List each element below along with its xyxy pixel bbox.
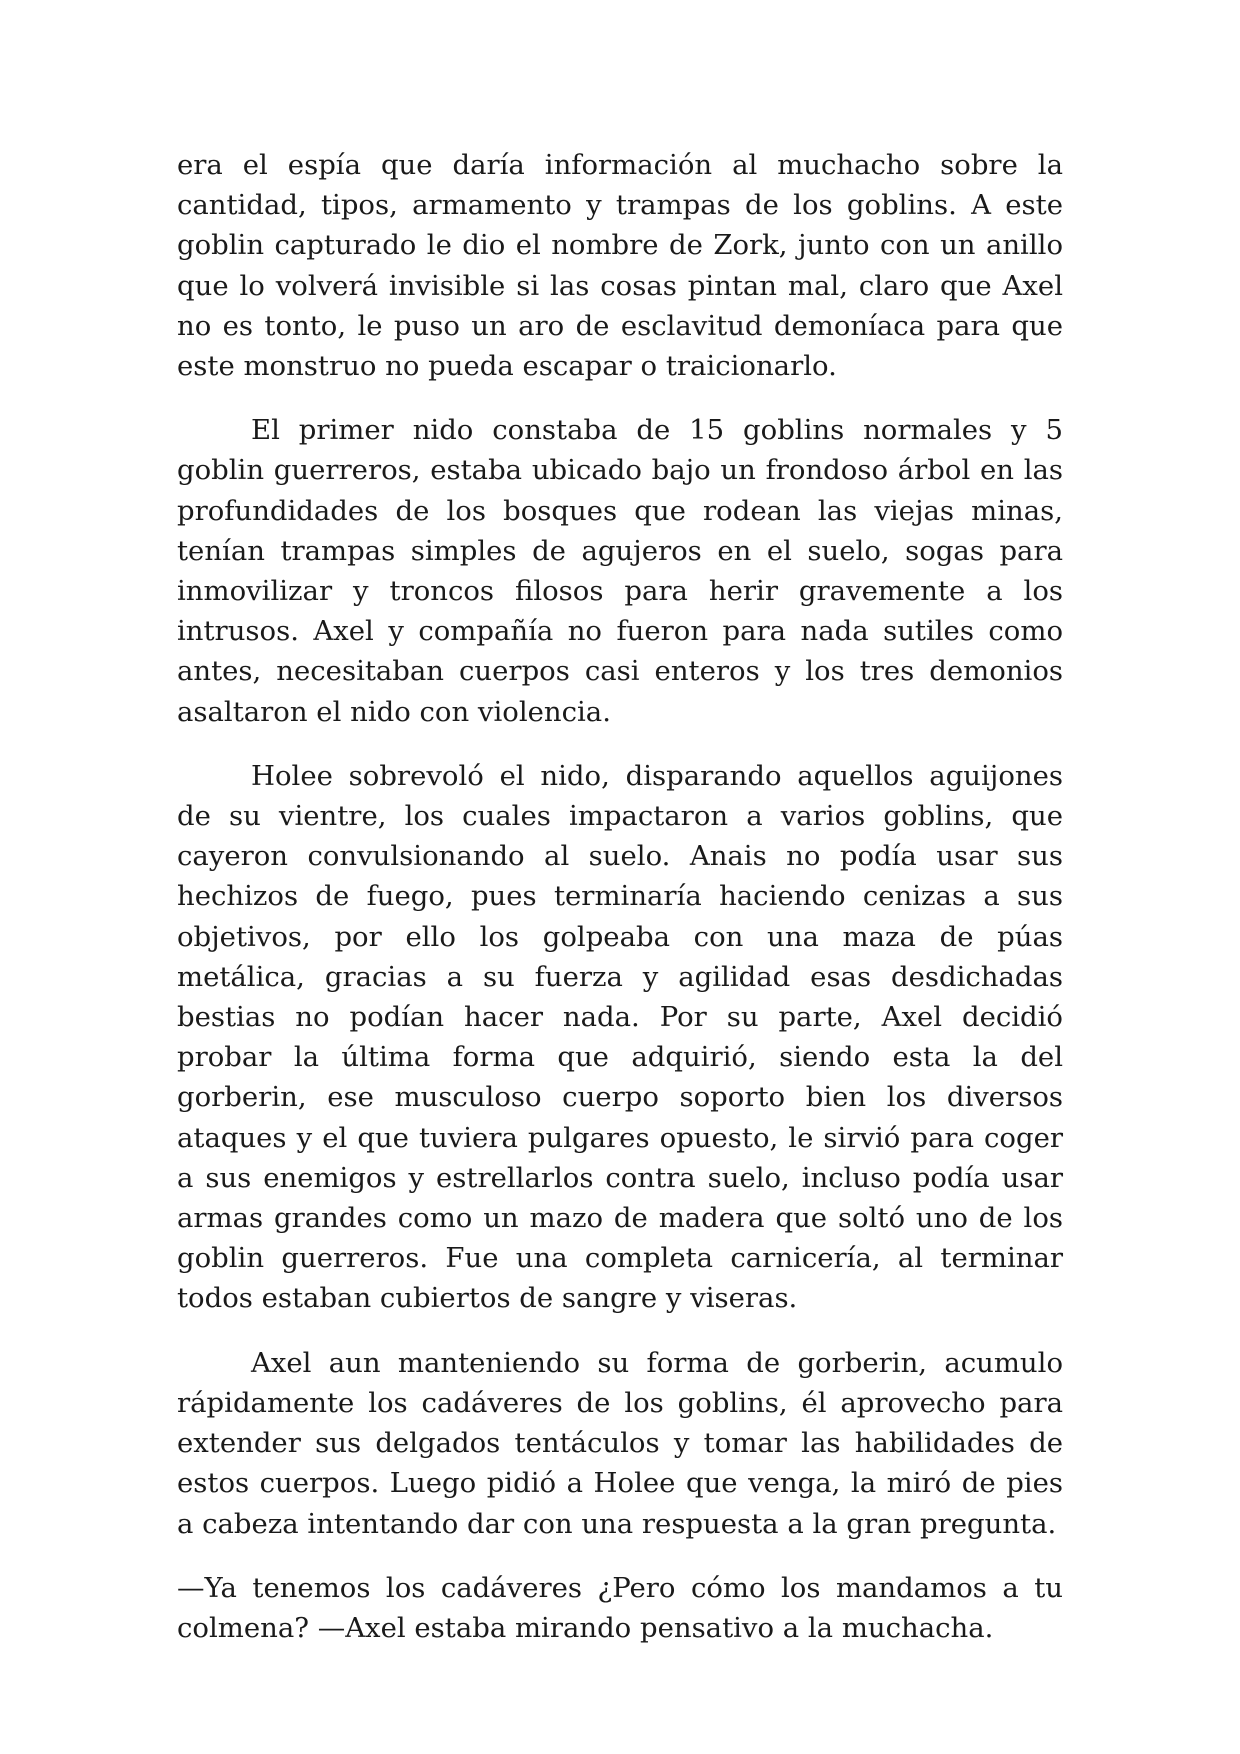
body-text	[177, 145, 1063, 1672]
paragraph-1: era el espía que daría información al muchacho sobre la cantidad, tipos, armamento y trampas de los goblins. A este goblin capturado le dio el nombre de Zork, junto con un anillo que lo volverá invisible si las cosas pintan mal, claro que Axel no es tonto, le puso un aro de esclavitud demoníaca para que este monstruo no pueda escapar o traicionarlo.	[177, 149, 1063, 383]
paragraph-2: El primer nido constaba de 15 goblins normales y 5 goblin guerreros, estaba ubicado bajo un frondoso árbol en las profundidades de los bosques que rodean las viejas minas, tenían trampas simples de agujeros en el suelo, sogas para inmovilizar y troncos filosos para herir gravemente a los intrusos. Axel y compañía no fueron para nada sutiles como antes, necesitaban cuerpos casi enteros y los tres demonios asaltaron el nido con violencia.	[177, 414, 1063, 728]
paragraph-3: Holee sobrevoló el nido, disparando aquellos aguijones de su vientre, los cuales impactaron a varios goblins, que cayeron convulsionando al suelo. Anais no podía usar sus hechizos de fuego, pues terminaría haciendo cenizas a sus objetivos, por ello los golpeaba con una maza de púas metálica, gracias a su fuerza y agilidad esas desdichadas bestias no podían hacer nada. Por su parte, Axel decidió probar la última forma que adquirió, siendo esta la del gorberin, ese musculoso cuerpo soporto bien los diversos ataques y el que tuviera pulgares opuesto, le sirvió para coger a sus enemigos y estrellarlos contra suelo, incluso podía usar armas grandes como un mazo de madera que soltó uno de los goblin guerreros. Fue una completa carnicería, al terminar todos estaban cubiertos de sangre y viseras.	[177, 759, 1063, 1315]
paragraph-4: Axel aun manteniendo su forma de gorberin, acumulo rápidamente los cadáveres de los goblins, él aprovecho para extender sus delgados tentáculos y tomar las habilidades de estos cuerpos. Luego pidió a Holee que venga, la miró de pies a cabeza intentando dar con una respuesta a la gran pregunta.	[177, 1346, 1063, 1540]
paragraph-5-dialogue: —Ya tenemos los cadáveres ¿Pero cómo los mandamos a tu colmena? —Axel estaba mirando pensativo a la muchacha.	[177, 1571, 1063, 1644]
